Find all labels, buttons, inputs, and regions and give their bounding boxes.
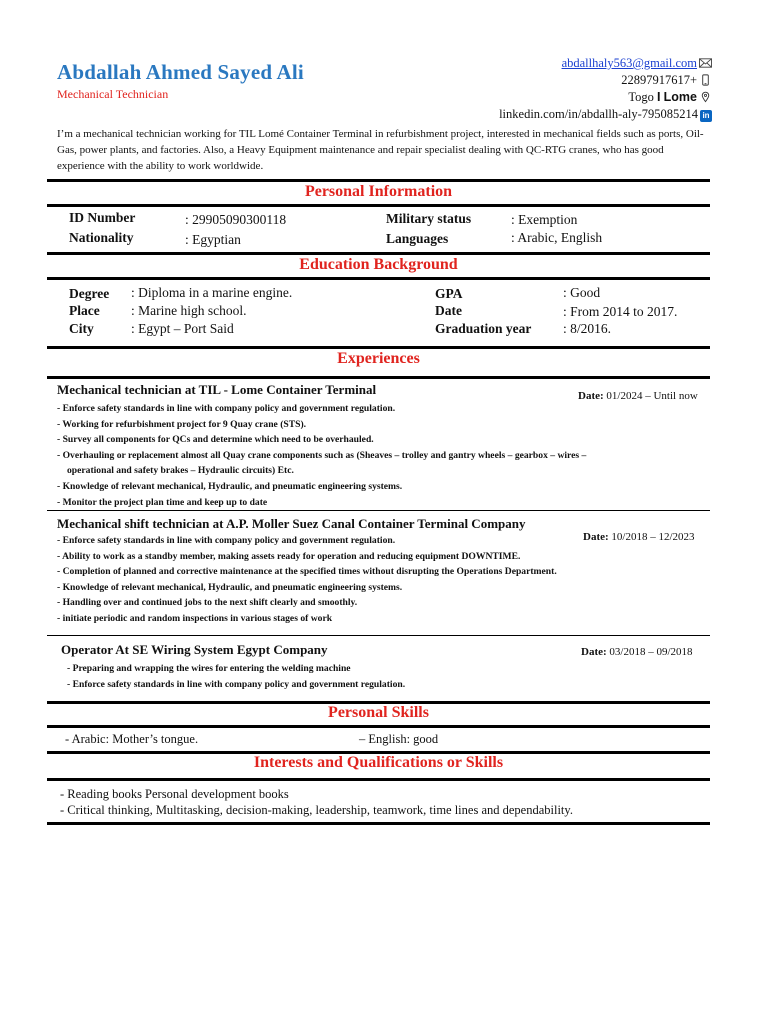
military-value: : Exemption — [511, 212, 578, 227]
list-item: - Working for refurbishment project for 9 Quay crane (STS). — [57, 418, 307, 430]
city-label: City — [69, 321, 94, 336]
job-bullets — [57, 401, 586, 510]
divider — [47, 725, 710, 728]
date-label: Date — [435, 303, 462, 318]
divider — [47, 635, 710, 636]
job-date — [578, 390, 698, 402]
interests-list — [60, 786, 573, 818]
graduation-label: Graduation year — [435, 321, 532, 336]
phone-text: 22897917617+ — [621, 73, 697, 87]
list-item: - Monitor the project plan time and keep up to date — [57, 496, 268, 508]
degree-value: : Diploma in a marine engine. — [131, 285, 293, 300]
linkedin-icon[interactable]: in — [700, 110, 712, 122]
list-item: - Knowledge of relevant mechanical, Hydraulic, and pneumatic engineering systems. — [57, 581, 403, 593]
divider — [47, 510, 710, 511]
degree-label: Degree — [69, 286, 110, 301]
list-item: - initiate periodic and random inspections in various stages of work — [57, 612, 333, 624]
summary-paragraph: I’m a mechanical technician working for TIL Lomé Container Terminal in refurbishment project, interested in mechanical fields such as ports, Oil-Gas, power plants, and factories. Also, a Heavy Equipment maintenance and repair specialist dealing with QC-RTG cranes, who has good experience with the ability to work worldwide. — [57, 128, 704, 172]
languages-label: Languages — [386, 231, 449, 246]
list-item: - Knowledge of relevant mechanical, Hydraulic, and pneumatic engineering systems. — [57, 480, 403, 492]
divider — [47, 252, 710, 255]
list-item: - Overhauling or replacement almost all Quay crane components such as (Sheaves – trolley and gantry wheels – gearbox – wires – — [57, 449, 587, 461]
section-title-personal: Personal Information — [304, 183, 453, 200]
job-date-label: Date: — [578, 390, 604, 402]
divider — [47, 778, 710, 781]
id-value: : 29905090300118 — [185, 212, 287, 227]
section-title-skills: Personal Skills — [328, 704, 429, 721]
list-item: operational and safety brakes – Hydraulic circuits) Etc. — [67, 465, 294, 477]
phone-icon — [699, 74, 712, 86]
city-value: : Egypt – Port Said — [131, 321, 234, 336]
job-date-value: 10/2018 – 12/2023 — [608, 531, 695, 543]
job-title: Mechanical technician at TIL - Lome Container Terminal — [57, 382, 377, 397]
mail-icon — [699, 57, 712, 69]
nationality-label: Nationality — [69, 230, 134, 245]
place-label: Place — [69, 303, 100, 318]
job-date-label: Date: — [581, 646, 607, 658]
list-item: - Survey all components for QCs and determine which need to be overhauled. — [57, 434, 374, 446]
divider — [47, 204, 710, 207]
graduation-value: : 8/2016. — [563, 321, 612, 336]
job-title: Mechanical shift technician at A.P. Moller Suez Canal Container Terminal Company — [57, 516, 526, 531]
date-value: : From 2014 to 2017. — [563, 304, 678, 319]
job-date-value: 03/2018 – 09/2018 — [606, 646, 693, 658]
place-value: : Marine high school. — [131, 303, 247, 318]
section-title-education: Education Background — [299, 256, 458, 273]
location-pin-icon — [699, 91, 712, 103]
divider — [47, 179, 710, 182]
skill-english: – English: good — [359, 732, 439, 746]
list-item: - Reading books Personal development books — [60, 787, 289, 801]
divider — [47, 822, 710, 825]
linkedin-url[interactable]: linkedin.com/in/abdallh-aly-795085214 — [499, 107, 698, 121]
list-item: - Completion of planned and corrective maintenance at the specified times without disrupting the Operations Department. — [57, 566, 557, 578]
list-item: - Preparing and wrapping the wires for entering the welding machine — [67, 663, 351, 674]
contact-linkedin-row — [499, 106, 712, 123]
candidate-name: Abdallah Ahmed Sayed Ali — [57, 60, 304, 84]
skill-arabic: - Arabic: Mother’s tongue. — [65, 732, 199, 746]
job-bullets — [57, 533, 557, 627]
contact-block — [499, 55, 712, 123]
id-label: ID Number — [69, 210, 136, 225]
languages-value: : Arabic, English — [511, 230, 603, 245]
job-title: Operator At SE Wiring System Egypt Company — [61, 642, 328, 657]
job-date — [581, 646, 693, 658]
nationality-value: : Egyptian — [185, 232, 241, 247]
military-label: Military status — [386, 211, 472, 226]
list-item: - Enforce safety standards in line with company policy and government regulation. — [67, 678, 406, 690]
list-item: - Ability to work as a standby member, making assets ready for operation and reducing equipment DOWNTIME. — [57, 550, 521, 562]
gpa-value: : Good — [563, 285, 601, 300]
list-item: - Handling over and continued jobs to the next shift clearly and smoothly. — [57, 597, 358, 609]
job-date-label: Date: — [583, 531, 609, 543]
list-item: - Enforce safety standards in line with company policy and government regulation. — [57, 535, 396, 546]
location-city: Lome — [663, 90, 697, 104]
contact-phone-row — [499, 72, 712, 89]
job-bullets — [67, 661, 405, 692]
divider — [47, 376, 710, 379]
job-date-value: 01/2024 – Until now — [603, 390, 698, 402]
location-country: Togo — [628, 90, 654, 104]
gpa-label: GPA — [435, 286, 463, 301]
section-title-interests: Interests and Qualifications or Skills — [253, 754, 504, 771]
divider — [47, 277, 710, 280]
list-item: - Critical thinking, Multitasking, decision-making, leadership, teamwork, time lines and dependability. — [60, 803, 573, 817]
list-item: - Enforce safety standards in line with company policy and government regulation. — [57, 403, 396, 414]
email-link[interactable]: abdallhaly563@gmail.com — [561, 56, 697, 70]
contact-location-row: Togo I Lome — [499, 89, 712, 106]
divider — [47, 346, 710, 349]
section-title-experiences: Experiences — [337, 350, 420, 367]
contact-email-row — [499, 55, 712, 72]
candidate-role: Mechanical Technician — [57, 87, 169, 101]
job-date — [583, 531, 695, 543]
